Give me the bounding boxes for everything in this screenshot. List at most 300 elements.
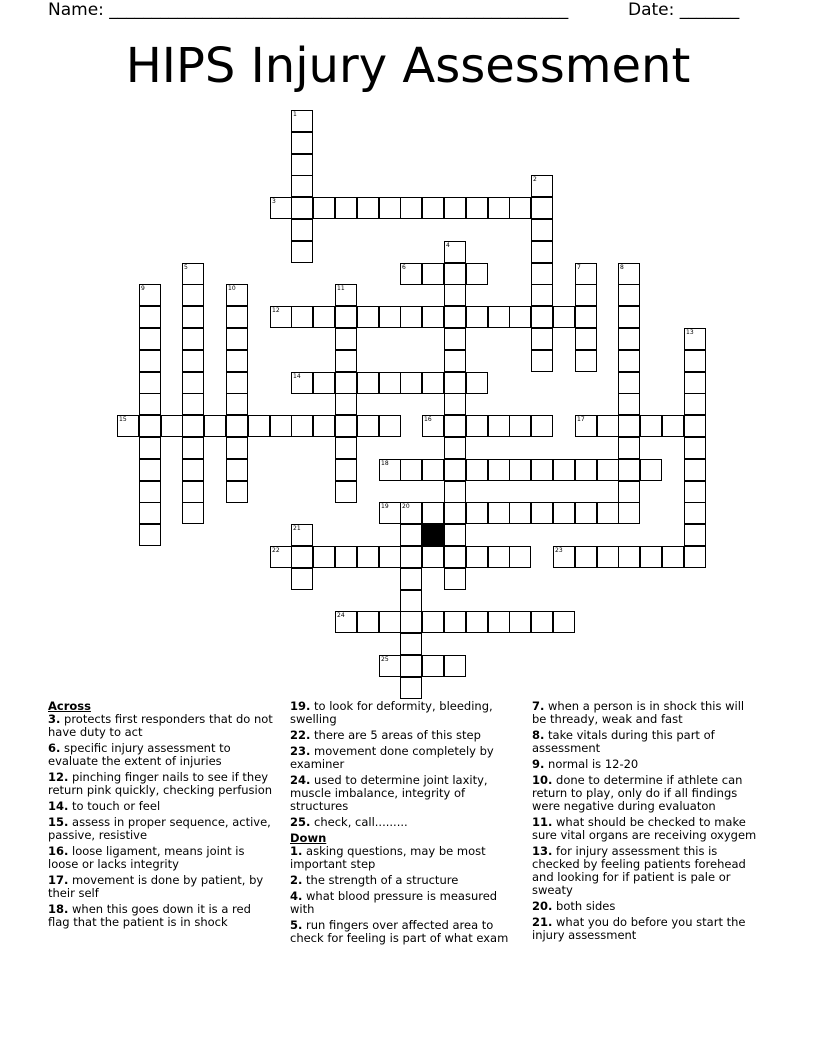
answer-cell[interactable] (291, 132, 313, 154)
answer-cell[interactable] (226, 459, 248, 481)
clue-text: take vitals during this part of assessment (532, 728, 715, 755)
answer-cell[interactable] (618, 306, 640, 328)
answer-cell[interactable] (444, 415, 466, 437)
answer-cell[interactable] (684, 524, 706, 546)
answer-cell[interactable] (466, 372, 488, 394)
answer-cell[interactable] (139, 350, 161, 372)
clue-number: 25 (381, 656, 389, 663)
answer-cell[interactable] (488, 415, 510, 437)
answer-cell[interactable] (531, 415, 553, 437)
answer-cell[interactable] (575, 502, 597, 524)
clue-text: movement is done by patient, by their self (48, 873, 264, 900)
answer-cell[interactable] (226, 393, 248, 415)
answer-cell[interactable] (575, 546, 597, 568)
answer-cell[interactable] (248, 415, 270, 437)
answer-cell[interactable] (400, 568, 422, 590)
answer-cell[interactable] (488, 611, 510, 633)
answer-cell[interactable] (379, 546, 401, 568)
answer-cell[interactable] (139, 502, 161, 524)
answer-cell[interactable] (422, 263, 444, 285)
answer-cell[interactable] (400, 197, 422, 219)
answer-cell[interactable] (182, 393, 204, 415)
answer-cell[interactable] (182, 306, 204, 328)
answer-cell[interactable] (379, 372, 401, 394)
answer-cell[interactable] (422, 546, 444, 568)
answer-cell[interactable] (618, 546, 640, 568)
answer-cell[interactable] (139, 328, 161, 350)
clue-item (532, 845, 758, 897)
answer-cell[interactable] (597, 415, 619, 437)
clue-item (532, 700, 758, 726)
answer-cell[interactable] (335, 459, 357, 481)
answer-cell[interactable] (313, 415, 335, 437)
answer-cell[interactable] (139, 393, 161, 415)
answer-cell[interactable] (422, 306, 444, 328)
clue-column-3 (532, 700, 758, 945)
answer-cell[interactable] (444, 197, 466, 219)
answer-cell[interactable] (531, 219, 553, 241)
answer-cell[interactable] (226, 306, 248, 328)
answer-cell[interactable] (379, 415, 401, 437)
answer-cell[interactable] (400, 655, 422, 677)
answer-cell[interactable] (444, 241, 466, 263)
answer-cell[interactable] (226, 437, 248, 459)
answer-cell[interactable] (270, 415, 292, 437)
answer-cell[interactable] (357, 306, 379, 328)
answer-cell[interactable] (531, 263, 553, 285)
answer-cell[interactable] (684, 393, 706, 415)
clue-text: movement done completely by examiner (290, 744, 494, 771)
answer-cell[interactable] (379, 502, 401, 524)
clue-item (48, 742, 274, 768)
clue-number-label: 25. (290, 815, 311, 829)
clue-number: 21 (293, 525, 301, 532)
clue-item (532, 758, 758, 771)
answer-cell[interactable] (531, 175, 553, 197)
clue-item (532, 816, 758, 842)
answer-cell[interactable] (139, 306, 161, 328)
answer-cell[interactable] (400, 611, 422, 633)
answer-cell[interactable] (357, 611, 379, 633)
clue-number-label: 18. (48, 902, 69, 916)
answer-cell[interactable] (618, 437, 640, 459)
clue-number-label: 22. (290, 728, 311, 742)
answer-cell[interactable] (182, 263, 204, 285)
clue-item (290, 874, 516, 887)
clue-text: there are 5 areas of this step (314, 728, 481, 742)
clue-number: 14 (293, 373, 301, 380)
clue-item (48, 713, 274, 739)
answer-cell[interactable] (444, 263, 466, 285)
blocked-cell (422, 524, 444, 546)
answer-cell[interactable] (618, 502, 640, 524)
answer-cell[interactable] (684, 546, 706, 568)
clue-number: 16 (424, 416, 432, 423)
clue-number: 22 (272, 547, 280, 554)
clue-number-label: 17. (48, 873, 69, 887)
answer-cell[interactable] (466, 415, 488, 437)
answer-cell[interactable] (488, 306, 510, 328)
answer-cell[interactable] (313, 306, 335, 328)
answer-cell[interactable] (618, 328, 640, 350)
answer-cell[interactable] (640, 546, 662, 568)
answer-cell[interactable] (291, 546, 313, 568)
answer-cell[interactable] (182, 437, 204, 459)
answer-cell[interactable] (488, 502, 510, 524)
answer-cell[interactable] (379, 306, 401, 328)
answer-cell[interactable] (444, 393, 466, 415)
answer-cell[interactable] (597, 459, 619, 481)
answer-cell[interactable] (444, 306, 466, 328)
answer-cell[interactable] (553, 611, 575, 633)
clue-number: 15 (119, 416, 127, 423)
clue-number: 11 (337, 285, 345, 292)
answer-cell[interactable] (357, 415, 379, 437)
answer-cell[interactable] (357, 546, 379, 568)
clue-number-label: 20. (532, 899, 553, 913)
clue-text: when this goes down it is a red flag that the patient is in shock (48, 902, 251, 929)
answer-cell[interactable] (182, 350, 204, 372)
answer-cell[interactable] (117, 415, 139, 437)
answer-cell[interactable] (684, 372, 706, 394)
down-heading: Down (290, 831, 327, 845)
clue-text: both sides (556, 899, 616, 913)
answer-cell[interactable] (204, 415, 226, 437)
answer-cell[interactable] (444, 350, 466, 372)
answer-cell[interactable] (139, 524, 161, 546)
answer-cell[interactable] (139, 372, 161, 394)
answer-cell[interactable] (509, 197, 531, 219)
answer-cell[interactable] (466, 502, 488, 524)
clue-number: 17 (577, 416, 585, 423)
answer-cell[interactable] (226, 328, 248, 350)
answer-cell[interactable] (182, 481, 204, 503)
answer-cell[interactable] (444, 546, 466, 568)
answer-cell[interactable] (400, 459, 422, 481)
answer-cell[interactable] (618, 393, 640, 415)
clue-text: specific injury assessment to evaluate the extent of injuries (48, 741, 231, 768)
answer-cell[interactable] (400, 524, 422, 546)
answer-cell[interactable] (618, 372, 640, 394)
clue-number: 24 (337, 612, 345, 619)
date-field-line: Date: _______ (628, 0, 740, 20)
answer-cell[interactable] (444, 611, 466, 633)
answer-cell[interactable] (684, 459, 706, 481)
clue-number-label: 14. (48, 799, 69, 813)
answer-cell[interactable] (270, 546, 292, 568)
answer-cell[interactable] (618, 481, 640, 503)
answer-cell[interactable] (422, 611, 444, 633)
answer-cell[interactable] (618, 263, 640, 285)
answer-cell[interactable] (400, 633, 422, 655)
answer-cell[interactable] (531, 328, 553, 350)
answer-cell[interactable] (684, 415, 706, 437)
clue-text: what should be checked to make sure vital organs are receiving oxygem (532, 815, 757, 842)
clue-number: 13 (686, 329, 694, 336)
answer-cell[interactable] (400, 306, 422, 328)
clue-number: 12 (272, 307, 280, 314)
answer-cell[interactable] (226, 284, 248, 306)
clue-text: to touch or feel (72, 799, 161, 813)
answer-cell[interactable] (597, 546, 619, 568)
answer-cell[interactable] (291, 197, 313, 219)
clue-number: 6 (402, 264, 406, 271)
answer-cell[interactable] (684, 481, 706, 503)
answer-cell[interactable] (684, 502, 706, 524)
answer-cell[interactable] (335, 197, 357, 219)
answer-cell[interactable] (466, 263, 488, 285)
answer-cell[interactable] (139, 437, 161, 459)
answer-cell[interactable] (509, 502, 531, 524)
answer-cell[interactable] (291, 372, 313, 394)
answer-cell[interactable] (270, 197, 292, 219)
clue-number: 20 (402, 503, 410, 510)
answer-cell[interactable] (422, 459, 444, 481)
answer-cell[interactable] (291, 154, 313, 176)
answer-cell[interactable] (466, 611, 488, 633)
clue-item (290, 890, 516, 916)
answer-cell[interactable] (662, 415, 684, 437)
clue-text: to look for deformity, bleeding, swelling (290, 699, 493, 726)
answer-cell[interactable] (379, 459, 401, 481)
answer-cell[interactable] (444, 459, 466, 481)
answer-cell[interactable] (291, 306, 313, 328)
answer-cell[interactable] (575, 459, 597, 481)
clue-text: protects first responders that do not have duty to act (48, 712, 273, 739)
answer-cell[interactable] (575, 415, 597, 437)
clue-number-label: 16. (48, 844, 69, 858)
answer-cell[interactable] (335, 611, 357, 633)
name-field-line: Name: ______________________________________________________ (48, 0, 569, 20)
clue-number: 2 (533, 176, 537, 183)
answer-cell[interactable] (684, 328, 706, 350)
clue-number-label: 2. (290, 873, 303, 887)
answer-cell[interactable] (575, 350, 597, 372)
answer-cell[interactable] (509, 459, 531, 481)
answer-cell[interactable] (400, 502, 422, 524)
answer-cell[interactable] (313, 546, 335, 568)
answer-cell[interactable] (379, 611, 401, 633)
answer-cell[interactable] (509, 415, 531, 437)
answer-cell[interactable] (335, 415, 357, 437)
answer-cell[interactable] (444, 568, 466, 590)
answer-cell[interactable] (684, 350, 706, 372)
answer-cell[interactable] (400, 546, 422, 568)
answer-cell[interactable] (575, 306, 597, 328)
answer-cell[interactable] (335, 437, 357, 459)
answer-cell[interactable] (466, 197, 488, 219)
answer-cell[interactable] (444, 502, 466, 524)
answer-cell[interactable] (291, 219, 313, 241)
answer-cell[interactable] (313, 372, 335, 394)
clue-number-label: 8. (532, 728, 545, 742)
clue-text: asking questions, may be most important step (290, 844, 486, 871)
answer-cell[interactable] (400, 372, 422, 394)
answer-cell[interactable] (291, 415, 313, 437)
answer-cell[interactable] (270, 306, 292, 328)
answer-cell[interactable] (335, 284, 357, 306)
answer-cell[interactable] (640, 415, 662, 437)
answer-cell[interactable] (575, 263, 597, 285)
clue-number-label: 12. (48, 770, 69, 784)
clue-number-label: 10. (532, 773, 553, 787)
answer-cell[interactable] (335, 306, 357, 328)
answer-cell[interactable] (226, 415, 248, 437)
answer-cell[interactable] (618, 284, 640, 306)
answer-cell[interactable] (139, 284, 161, 306)
answer-cell[interactable] (553, 502, 575, 524)
answer-cell[interactable] (553, 306, 575, 328)
clue-number-label: 4. (290, 889, 303, 903)
answer-cell[interactable] (335, 393, 357, 415)
answer-cell[interactable] (531, 241, 553, 263)
answer-cell[interactable] (379, 655, 401, 677)
answer-cell[interactable] (291, 110, 313, 132)
across-heading: Across (48, 699, 91, 713)
answer-cell[interactable] (291, 524, 313, 546)
answer-cell[interactable] (422, 372, 444, 394)
answer-cell[interactable] (400, 263, 422, 285)
answer-cell[interactable] (553, 546, 575, 568)
clue-number-label: 24. (290, 773, 311, 787)
answer-cell[interactable] (444, 328, 466, 350)
answer-cell[interactable] (444, 524, 466, 546)
answer-cell[interactable] (313, 197, 335, 219)
answer-cell[interactable] (422, 415, 444, 437)
answer-cell[interactable] (684, 437, 706, 459)
answer-cell[interactable] (488, 546, 510, 568)
clue-text: used to determine joint laxity, muscle imbalance, integrity of structures (290, 773, 488, 813)
answer-cell[interactable] (444, 655, 466, 677)
answer-cell[interactable] (444, 481, 466, 503)
answer-cell[interactable] (531, 502, 553, 524)
answer-cell[interactable] (335, 481, 357, 503)
answer-cell[interactable] (182, 415, 204, 437)
answer-cell[interactable] (139, 481, 161, 503)
answer-cell[interactable] (488, 459, 510, 481)
answer-cell[interactable] (531, 284, 553, 306)
answer-cell[interactable] (161, 415, 183, 437)
clue-number-label: 19. (290, 699, 311, 713)
answer-cell[interactable] (291, 241, 313, 263)
puzzle-title: HIPS Injury Assessment (125, 38, 691, 94)
clue-number-label: 5. (290, 918, 303, 932)
answer-cell[interactable] (618, 459, 640, 481)
answer-cell[interactable] (357, 197, 379, 219)
answer-cell[interactable] (422, 502, 444, 524)
answer-cell[interactable] (400, 677, 422, 699)
clue-item (48, 874, 274, 900)
answer-cell[interactable] (335, 372, 357, 394)
answer-cell[interactable] (618, 350, 640, 372)
answer-cell[interactable] (182, 284, 204, 306)
answer-cell[interactable] (139, 415, 161, 437)
clue-number: 23 (555, 547, 563, 554)
answer-cell[interactable] (422, 197, 444, 219)
answer-cell[interactable] (509, 546, 531, 568)
answer-cell[interactable] (488, 197, 510, 219)
clue-number-label: 23. (290, 744, 311, 758)
answer-cell[interactable] (226, 350, 248, 372)
answer-cell[interactable] (291, 568, 313, 590)
clue-column-1 (48, 700, 274, 932)
clue-item (290, 774, 516, 813)
answer-cell[interactable] (335, 546, 357, 568)
answer-cell[interactable] (618, 415, 640, 437)
answer-cell[interactable] (291, 175, 313, 197)
clue-number: 7 (577, 264, 581, 271)
clue-item (48, 845, 274, 871)
answer-cell[interactable] (509, 306, 531, 328)
answer-cell[interactable] (466, 306, 488, 328)
clue-text: when a person is in shock this will be thready, weak and fast (532, 699, 745, 726)
clue-number: 3 (272, 198, 276, 205)
answer-cell[interactable] (575, 284, 597, 306)
answer-cell[interactable] (575, 328, 597, 350)
clue-text: check, call......... (314, 815, 408, 829)
answer-cell[interactable] (444, 437, 466, 459)
answer-cell[interactable] (335, 328, 357, 350)
answer-cell[interactable] (444, 284, 466, 306)
clue-text: done to determine if athlete can return to play, only do if all findings were negative during evaluaton (532, 773, 743, 813)
clue-item (532, 774, 758, 813)
clue-number: 9 (141, 285, 145, 292)
answer-cell[interactable] (357, 372, 379, 394)
clue-number: 10 (228, 285, 236, 292)
clue-number-label: 11. (532, 815, 553, 829)
clue-text: assess in proper sequence, active, passive, resistive (48, 815, 271, 842)
answer-cell[interactable] (182, 459, 204, 481)
clue-number: 19 (381, 503, 389, 510)
answer-cell[interactable] (553, 459, 575, 481)
clue-number: 8 (620, 264, 624, 271)
answer-cell[interactable] (531, 611, 553, 633)
answer-cell[interactable] (509, 611, 531, 633)
answer-cell[interactable] (182, 328, 204, 350)
answer-cell[interactable] (531, 197, 553, 219)
answer-cell[interactable] (335, 350, 357, 372)
answer-cell[interactable] (182, 372, 204, 394)
clue-text: run fingers over affected area to check for feeling is part of what exam (290, 918, 509, 945)
answer-cell[interactable] (531, 459, 553, 481)
clue-number-label: 9. (532, 757, 545, 771)
answer-cell[interactable] (422, 655, 444, 677)
clue-item (532, 916, 758, 942)
answer-cell[interactable] (531, 350, 553, 372)
answer-cell[interactable] (662, 546, 684, 568)
clue-number-label: 21. (532, 915, 553, 929)
answer-cell[interactable] (531, 306, 553, 328)
clue-item (48, 816, 274, 842)
answer-cell[interactable] (226, 481, 248, 503)
answer-cell[interactable] (640, 459, 662, 481)
answer-cell[interactable] (379, 197, 401, 219)
answer-cell[interactable] (466, 546, 488, 568)
answer-cell[interactable] (226, 372, 248, 394)
clue-text: what blood pressure is measured with (290, 889, 498, 916)
answer-cell[interactable] (597, 502, 619, 524)
clue-number-label: 1. (290, 844, 303, 858)
answer-cell[interactable] (444, 372, 466, 394)
clue-text: what you do before you start the injury assessment (532, 915, 746, 942)
clue-text: for injury assessment this is checked by feeling patients forehead and looking for if patient is pale or sweaty (532, 844, 746, 897)
answer-cell[interactable] (182, 502, 204, 524)
clue-item (290, 700, 516, 726)
answer-cell[interactable] (466, 459, 488, 481)
answer-cell[interactable] (400, 590, 422, 612)
answer-cell[interactable] (139, 459, 161, 481)
clue-text: loose ligament, means joint is loose or lacks integrity (48, 844, 245, 871)
